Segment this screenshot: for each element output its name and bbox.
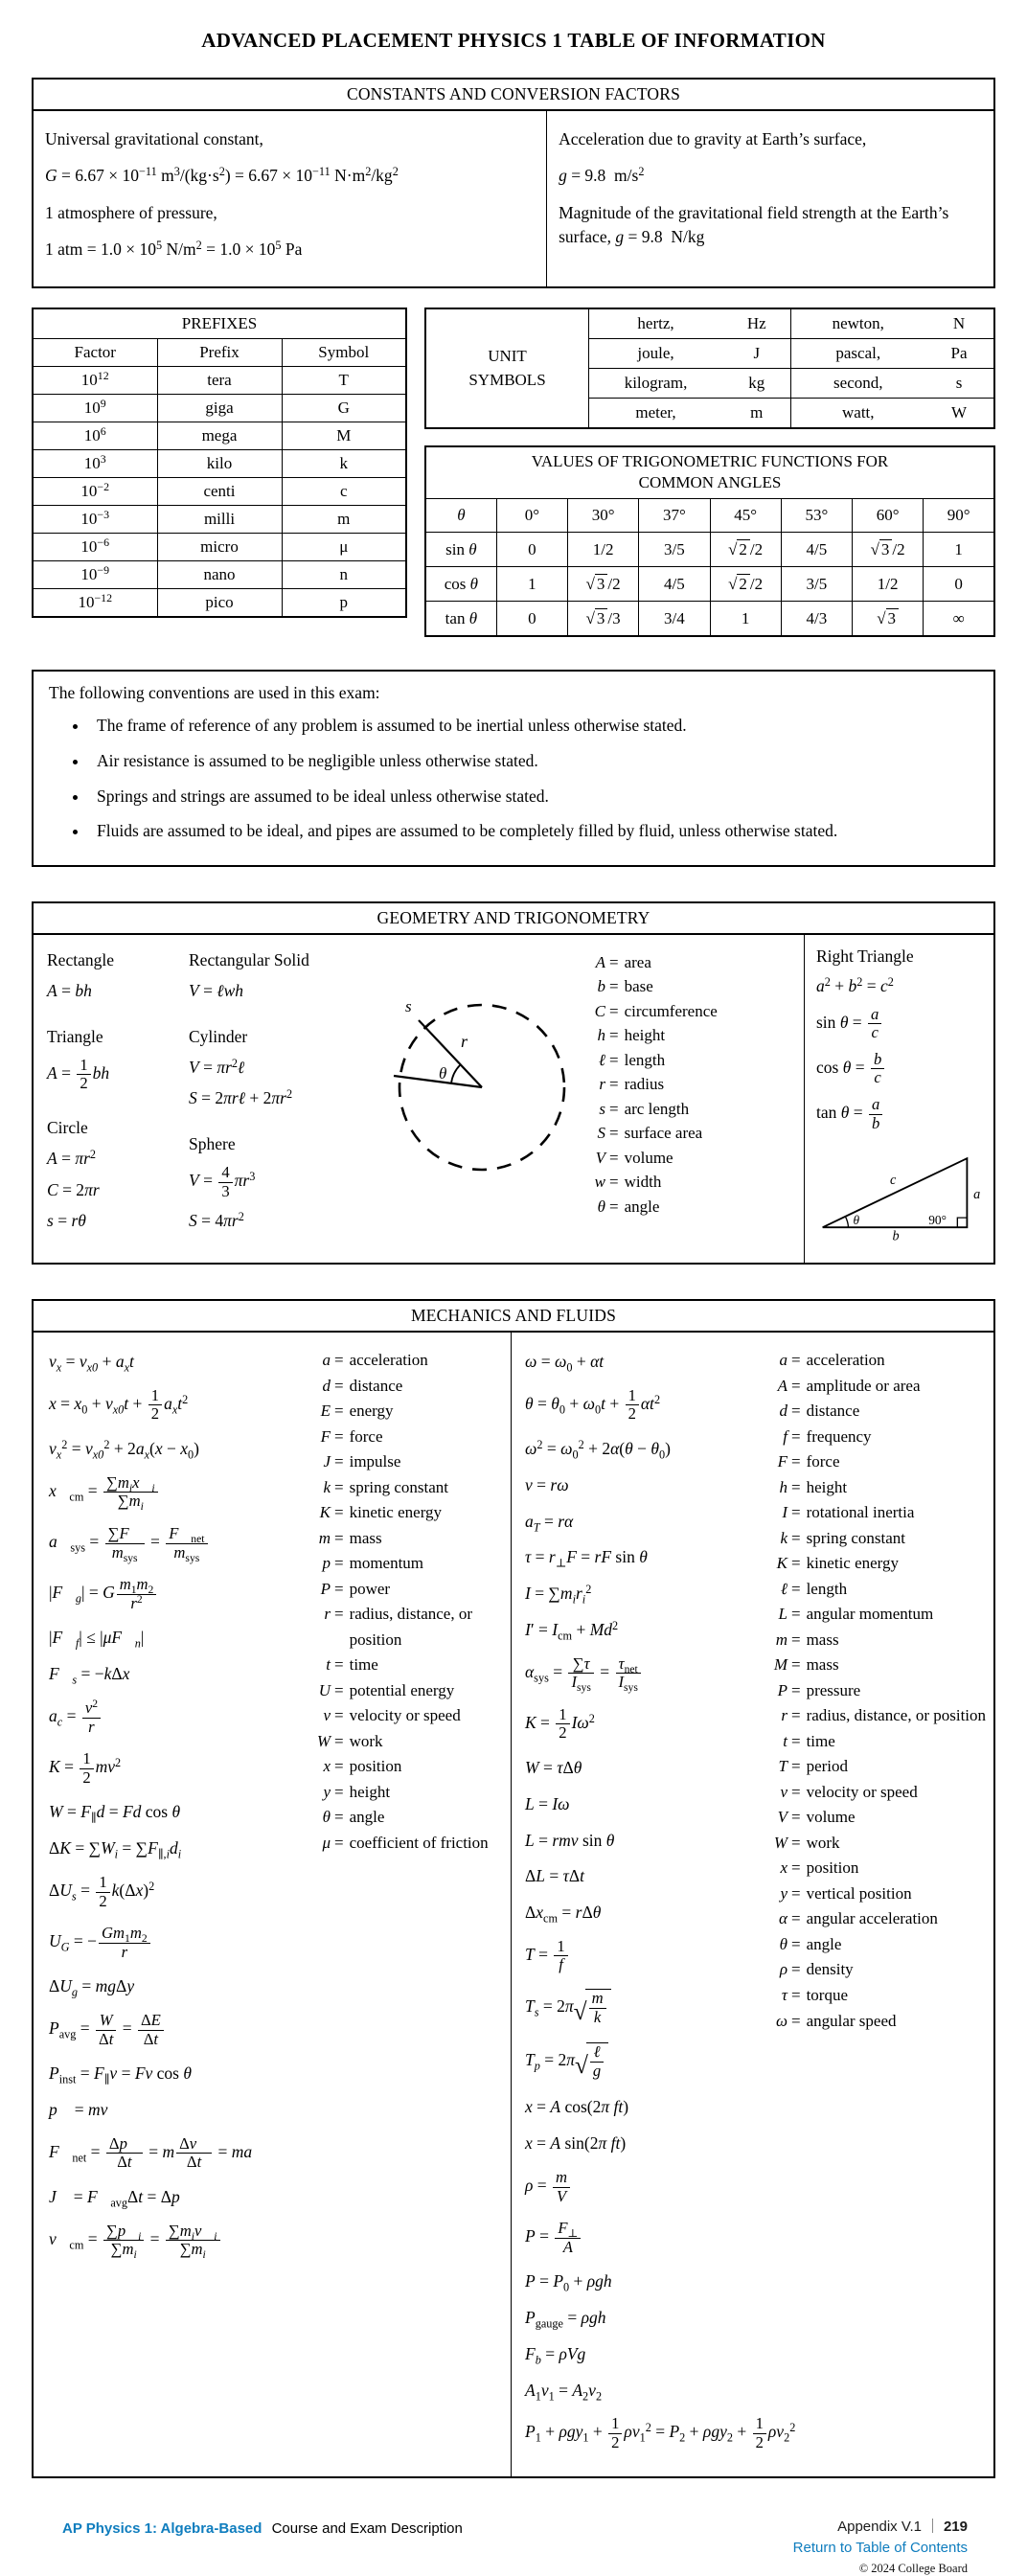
- right-tables-stack: [424, 308, 995, 638]
- symbol-definition: K = kinetic energy: [776, 1554, 900, 1573]
- symbol-definition: A = amplitude or area: [777, 1376, 921, 1395]
- mechanics-box: [32, 1299, 995, 2477]
- symbol-definition: ℓ = length: [598, 1050, 666, 1069]
- formula: $a_c$ = $\frac{v^2}{r}$: [49, 1699, 309, 1736]
- constants-body: [34, 111, 993, 286]
- formula: $x = x_0 + v_{x0}t$ + $\frac{1}{2}$ $a_xt^2$: [49, 1385, 189, 1424]
- geometry-solid-figures: [189, 941, 378, 1257]
- symbol-definition: W = work: [316, 1731, 383, 1750]
- prefixes-col-symbol: Symbol: [282, 338, 406, 366]
- prefixes-col-prefix: Prefix: [157, 338, 282, 366]
- unit-symbols-row: kilogram, kg second, s: [589, 368, 993, 398]
- table-row: sin θ 0 1/2 3/5 √ 2 /2 4/5 √ 3 /2 1: [425, 533, 994, 567]
- angle-label: θ: [439, 1063, 447, 1083]
- symbol-definition: h = height: [597, 1026, 666, 1045]
- symbol-definition: J = impulse: [323, 1452, 401, 1471]
- page: [0, 29, 1027, 2478]
- table-row: θ 0° 30° 37° 45° 53° 60° 90°: [425, 499, 994, 533]
- translational-formulas: [49, 1336, 309, 2466]
- unit-symbols-table: [589, 309, 993, 427]
- formula: W = τΔθ: [524, 1758, 582, 1777]
- geometry-header: GEOMETRY AND TRIGONOMETRY: [34, 903, 993, 935]
- symbol-definition: m = mass: [318, 1528, 382, 1547]
- constants-box: [32, 78, 995, 288]
- rotational-fluids-formulas: [524, 1336, 796, 2466]
- geometry-group: Rectangular Solid V = ℓwh: [189, 949, 309, 1000]
- symbol-definition: P = pressure: [777, 1680, 861, 1699]
- unit-symbols-box: [424, 308, 995, 429]
- rotational-fluids-symbol-definitions: [766, 1336, 990, 2466]
- formula: $|F⃗_g| = G$ $\frac{m_1m_2}{r^2}$: [49, 1576, 309, 1612]
- formula: J⃗ = $F⃗_{avg}\Delta t$ = Δp⃗: [49, 2187, 194, 2210]
- formula: sin θ = $\frac{a}{c}$: [816, 1006, 986, 1042]
- theta-label: θ: [853, 1213, 860, 1228]
- symbol-definition: V = volume: [777, 1808, 856, 1827]
- formula: $T_s = 2\pi√$ $\frac{m}{k}$: [525, 1989, 766, 2028]
- convention-bullet: • Springs and strings are assumed to be ideal unless otherwise stated.: [89, 786, 976, 809]
- formula: cos θ = $\frac{b}{c}$: [816, 1051, 986, 1087]
- conventions-list: [89, 715, 976, 843]
- text-line: Universal gravitational constant,: [45, 129, 263, 148]
- geometry-group: Rectangle A = bh: [47, 949, 114, 1000]
- formula: $I' = I_{cm} + Md^2$: [524, 1618, 619, 1643]
- page-number: 219: [943, 2518, 968, 2535]
- trig-values-table: [424, 445, 995, 638]
- formula: K = $\frac{1}{2}$ $I\omega^2$: [524, 1704, 595, 1743]
- formula: p⃗ = mv⃗: [49, 2100, 122, 2120]
- formula: $v⃗_{cm}$ = $\frac{\sum p⃗_i}{\sum m_i}$ = $\sum m_iv⃗_i$ $\sum m_i$: [49, 2223, 309, 2259]
- symbol-definition: θ = angle: [597, 1197, 660, 1216]
- tables-row: [32, 308, 995, 638]
- adjacent-side-label: b: [892, 1228, 900, 1244]
- symbol-definition: b = base: [597, 977, 653, 996]
- formula: $\Delta U_s$ = $\frac{1}{2}$ $k(\Delta x)^2$: [49, 1872, 155, 1910]
- footer-brand: AP Physics 1: Algebra-Based: [62, 2519, 262, 2537]
- symbol-definition: F = force: [777, 1452, 840, 1471]
- copyright-notice: © 2024 College Board: [858, 2561, 968, 2575]
- symbol-definition: I = rotational inertia: [782, 1503, 915, 1522]
- symbol-definition: P = power: [320, 1579, 391, 1598]
- formula: K = $\frac{1}{2}$ $mv^2$: [49, 1749, 122, 1787]
- page-footer: [0, 2519, 1027, 2576]
- geometry-group: Cylinder $V = \pi r^2\ell$ S = 2πrℓ + $2\pi r^2$: [189, 1026, 293, 1108]
- convention-bullet: • The frame of reference of any problem is assumed to be inertial unless otherwise stated.: [89, 715, 976, 738]
- right-triangle-formulas: [816, 975, 986, 1132]
- formula: $a⃗_{sys}$ = ∑F⃗ $m_{sys}$ = $F⃗_{net}$ $m_{sys}$: [49, 1525, 309, 1562]
- symbol-definition: E = energy: [320, 1402, 394, 1421]
- symbol-definition: M = mass: [773, 1655, 839, 1675]
- symbol-definition: t = time: [783, 1731, 835, 1750]
- right-angle-label: 90°: [928, 1213, 947, 1228]
- table-row: $10^{12}$ tera T: [33, 366, 406, 394]
- geometry-symbol-definitions: [575, 941, 804, 1257]
- formula: T = $\frac{1}{f}$: [525, 1938, 766, 1974]
- symbol-definition: k = spring constant: [323, 1477, 448, 1496]
- convention-bullet: • Fluids are assumed to be ideal, and pipes are assumed to be completely filled by fluid, unless otherwise stated.: [89, 820, 976, 843]
- symbol-definition: W = work: [773, 1833, 840, 1852]
- formula: $\theta = \theta_0 + \omega_0t$ + $\frac{1}{2}$ $\alpha t^2$: [524, 1385, 661, 1424]
- unit-symbols-row: joule, J pascal, Pa: [589, 338, 993, 368]
- geometry-box: [32, 901, 995, 1265]
- symbol-definition: d = distance: [322, 1376, 403, 1395]
- geometry-left: [34, 935, 804, 1263]
- formula: $v_x^2 = v_{x0}^2 + 2a_x(x - x_0)$: [49, 1437, 199, 1462]
- formula: $T_p = 2\pi√$ ℓ g: [525, 2042, 766, 2082]
- symbol-definition: x = position: [780, 1858, 859, 1878]
- formula: $\alpha_{sys}$ = ∑τ $I_{sys}$ = $\tau_{net}$ $I_{sys}$: [525, 1655, 766, 1692]
- symbol-definition: L = angular momentum: [778, 1605, 934, 1624]
- symbol-definition: V = volume: [595, 1148, 673, 1167]
- symbol-definition: y = vertical position: [780, 1883, 912, 1903]
- symbol-definition: μ = coefficient of friction: [322, 1833, 489, 1852]
- translational-symbol-definitions: [309, 1336, 507, 2466]
- prefixes-col-factor: Factor: [33, 338, 157, 366]
- formula: $x⃗_{cm}$ = $\sum m_ix⃗_i$ $\sum m_i$: [49, 1474, 309, 1511]
- symbol-definition: r = radius, distance, or position: [781, 1706, 987, 1725]
- formula: $P = P_0 + \rho gh$: [524, 2271, 612, 2294]
- table-row: $10^{-9}$ nano n: [33, 560, 406, 588]
- geometry-body: [34, 935, 993, 1263]
- table-row: $10^9$ giga G: [33, 394, 406, 422]
- formula: ΔL = τΔt: [524, 1866, 585, 1886]
- formula: $\omega = \omega_0 + \alpha t$: [524, 1352, 605, 1375]
- formula: $|F⃗_f|$ ≤ $|\mu F⃗_n|$: [49, 1628, 145, 1651]
- symbol-definition: m = mass: [775, 1630, 839, 1649]
- mechanics-right-cell: [512, 1333, 993, 2475]
- prefixes-table: [32, 308, 407, 618]
- mechanics-left-cell: [34, 1333, 512, 2475]
- right-triangle-title: Right Triangle: [816, 946, 914, 966]
- text-line: 1 atm = $1.0 \times 10^5$ $N/m^2 = 1.0 \times 10^5$ Pa: [45, 239, 303, 260]
- table-row: tan θ 0 √ 3 /3 3/4 1 4/3 √ 3 ∞: [425, 602, 994, 637]
- symbol-definition: r = radius, distance, or position: [324, 1605, 472, 1649]
- formula: $\Delta U_g = mg\Delta y$: [49, 1976, 135, 1999]
- symbol-definition: k = spring constant: [780, 1528, 905, 1547]
- right-triangle-cell: [804, 935, 993, 1263]
- appendix-label: Appendix V.1: [837, 2518, 922, 2535]
- mechanics-header: MECHANICS AND FLUIDS: [34, 1301, 993, 1333]
- formula: $W = F_\parallel d = Fd$ cos θ: [49, 1802, 181, 1825]
- table-row: $10^{-2}$ centi c: [33, 477, 406, 505]
- symbol-definition: S = surface area: [597, 1124, 703, 1143]
- symbol-definition: τ = torque: [781, 1985, 849, 2004]
- page-divider: [932, 2519, 933, 2533]
- formula: $v_x = v_{x0} + a_xt$: [49, 1352, 134, 1375]
- table-row: cos θ 1 √ 3 /2 4/5 √ 2 /2 3/5 1/2 0: [425, 567, 994, 602]
- constants-left-column: [34, 111, 547, 286]
- hypotenuse-label: c: [890, 1173, 897, 1189]
- page-title: ADVANCED PLACEMENT PHYSICS 1 TABLE OF INFORMATION: [201, 29, 826, 52]
- symbol-definition: θ = angle: [779, 1934, 842, 1953]
- formula: $P_1 + \rho gy_1$ + $\frac{1}{2}$ $\rho v_1^2 = P_2 + \rho gy_2$ + $\frac{1}{2}$ $\rho v_2^2$: [524, 2414, 796, 2451]
- mechanics-body: [34, 1333, 993, 2475]
- table-row: $10^{-12}$ pico p: [33, 588, 406, 617]
- footer-description: Course and Exam Description: [271, 2519, 463, 2537]
- conventions-intro: The following conventions are used in this exam:: [49, 683, 380, 703]
- table-row: $10^6$ mega M: [33, 422, 406, 449]
- formula: $P_{inst} = F_\parallel v = Fv$ cos θ: [49, 2063, 192, 2086]
- symbol-definition: F = force: [320, 1426, 383, 1446]
- formula: $a^2 + b^2 = c^2$: [816, 974, 894, 995]
- symbol-definition: v = velocity or speed: [780, 1782, 918, 1801]
- symbol-definition: A = area: [595, 952, 651, 971]
- symbol-definition: y = height: [323, 1782, 391, 1801]
- formula: tan θ = $\frac{a}{b}$: [816, 1096, 986, 1132]
- table-row: $10^{-6}$ micro μ: [33, 533, 406, 560]
- text-line: g = 9.8 $m/s^2$: [559, 165, 645, 186]
- formula: $U_G$ = − $\frac{Gm_1m_2}{r}$: [49, 1925, 309, 1961]
- constants-right-column: [547, 111, 993, 286]
- symbol-definition: p = momentum: [322, 1554, 424, 1573]
- trig-title: VALUES OF TRIGONOMETRIC FUNCTIONS FOR COMMON ANGLES: [425, 446, 994, 499]
- table-row: $10^{-3}$ milli m: [33, 505, 406, 533]
- formula: $a_T = r\alpha$: [524, 1511, 574, 1534]
- footer-brand-line: [62, 2519, 463, 2537]
- symbol-definition: ℓ = length: [780, 1579, 848, 1598]
- formula: $P_{avg}$ = $\frac{W}{\Delta t}$ = $\frac{\Delta E}{\Delta t}$: [49, 2012, 309, 2048]
- formula: $\Delta x_{cm} = r\Delta\theta$: [524, 1903, 602, 1926]
- circle-diagram-svg: [378, 987, 570, 1183]
- formula: $F_b = \rho Vg$: [524, 2343, 586, 2367]
- geometry-group: Sphere V = $\frac{4}{3}$ $\pi r^3$ $S = 4\pi r^2$: [189, 1134, 256, 1231]
- symbol-definition: w = width: [594, 1173, 662, 1192]
- constants-header: CONSTANTS AND CONVERSION FACTORS: [34, 80, 993, 111]
- symbol-definition: h = height: [779, 1477, 848, 1496]
- formula: x = A sin(2π ft): [524, 2133, 627, 2154]
- formula: L = rmv sin θ: [524, 1830, 615, 1850]
- symbol-definition: d = distance: [779, 1402, 860, 1421]
- formula: L = Iω: [524, 1793, 570, 1813]
- symbol-definition: t = time: [326, 1655, 378, 1675]
- symbol-definition: f = frequency: [783, 1426, 872, 1446]
- circle-sector-diagram: [378, 941, 575, 1257]
- geometry-group: Circle $A = \pi r^2$ C = 2πr s = rθ: [47, 1117, 100, 1231]
- symbol-definition: K = kinetic energy: [319, 1503, 443, 1522]
- symbol-definition: r = radius: [599, 1075, 665, 1094]
- footer-right: [793, 2519, 968, 2576]
- table-row: $10^3$ kilo k: [33, 449, 406, 477]
- convention-bullet: • Air resistance is assumed to be negligible unless otherwise stated.: [89, 750, 976, 773]
- formula: $F⃗_s$ = −kΔx⃗: [49, 1664, 144, 1687]
- formula: $\tau = r_\perp F$ = rF sin θ: [524, 1547, 648, 1570]
- formula: $\Delta K = \sum W_i = \sum F_{\parallel,i}d_i$: [49, 1838, 182, 1861]
- symbol-definition: α = angular acceleration: [779, 1909, 938, 1928]
- unit-symbols-row: hertz, Hz newton, N: [589, 309, 993, 339]
- opposite-side-label: a: [973, 1187, 981, 1203]
- symbol-definition: s = arc length: [599, 1099, 690, 1118]
- arc-length-label: s: [405, 996, 412, 1015]
- formula: $F⃗_{net}$ = $\frac{\Delta p⃗}{\Delta t}$ = m $\frac{\Delta v⃗}{\Delta t}$ = ma⃗: [49, 2133, 265, 2172]
- formula: P = $\frac{F_\perp}{A}$: [525, 2220, 766, 2256]
- footer-appendix-line: [793, 2519, 968, 2535]
- unit-symbols-row: meter, m watt, W: [589, 398, 993, 427]
- formula: ρ = $\frac{m}{V}$: [525, 2169, 766, 2205]
- text-line: 1 atmosphere of pressure,: [45, 202, 217, 222]
- text-line: Acceleration due to gravity at Earth’s surface,: [559, 129, 867, 148]
- symbol-definition: T = period: [778, 1757, 849, 1776]
- unit-symbols-label: UNIT SYMBOLS: [426, 309, 589, 427]
- formula: $P_{gauge} = \rho gh$: [524, 2308, 606, 2331]
- formula: v = rω: [524, 1474, 569, 1494]
- symbol-definition: U = potential energy: [318, 1680, 455, 1699]
- right-triangle-diagram-svg: [816, 1141, 989, 1246]
- return-to-toc-link[interactable]: Return to Table of Contents: [792, 2539, 968, 2556]
- symbol-definition: a = acceleration: [779, 1351, 885, 1370]
- radius-label: r: [461, 1031, 468, 1051]
- formula: $\omega^2 = \omega_0^2 + 2\alpha(\theta - \theta_0)$: [524, 1437, 671, 1462]
- text-line: Magnitude of the gravitational field strength at the Earth’s surface, g = 9.8 N/kg: [559, 202, 949, 247]
- conventions-box: [32, 670, 995, 867]
- geometry-group: Triangle A = $\frac{1}{2}$ bh: [47, 1026, 110, 1093]
- symbol-definition: x = position: [323, 1757, 402, 1776]
- symbol-definition: v = velocity or speed: [323, 1706, 461, 1725]
- geometry-plane-figures: [47, 941, 189, 1257]
- symbol-definition: ω = angular speed: [775, 2011, 897, 2030]
- text-line: $G = 6.67 \times 10^{-11}$ $m^3/(kg\cdot s^2) = 6.67 \times 10^{-11}$ $N\cdot m^2/kg^2$: [45, 165, 399, 186]
- formula: x = A cos(2π ft): [524, 2097, 629, 2117]
- formula: $I = \sum m_ir_i^2$: [524, 1582, 592, 1607]
- symbol-definition: C = circumference: [594, 1001, 718, 1020]
- symbol-definition: a = acceleration: [322, 1351, 428, 1370]
- formula: $A_1v_1 = A_2v_2$: [524, 2380, 603, 2403]
- symbol-definition: θ = angle: [322, 1808, 385, 1827]
- prefixes-title: PREFIXES: [33, 308, 406, 339]
- symbol-definition: ρ = density: [779, 1960, 854, 1979]
